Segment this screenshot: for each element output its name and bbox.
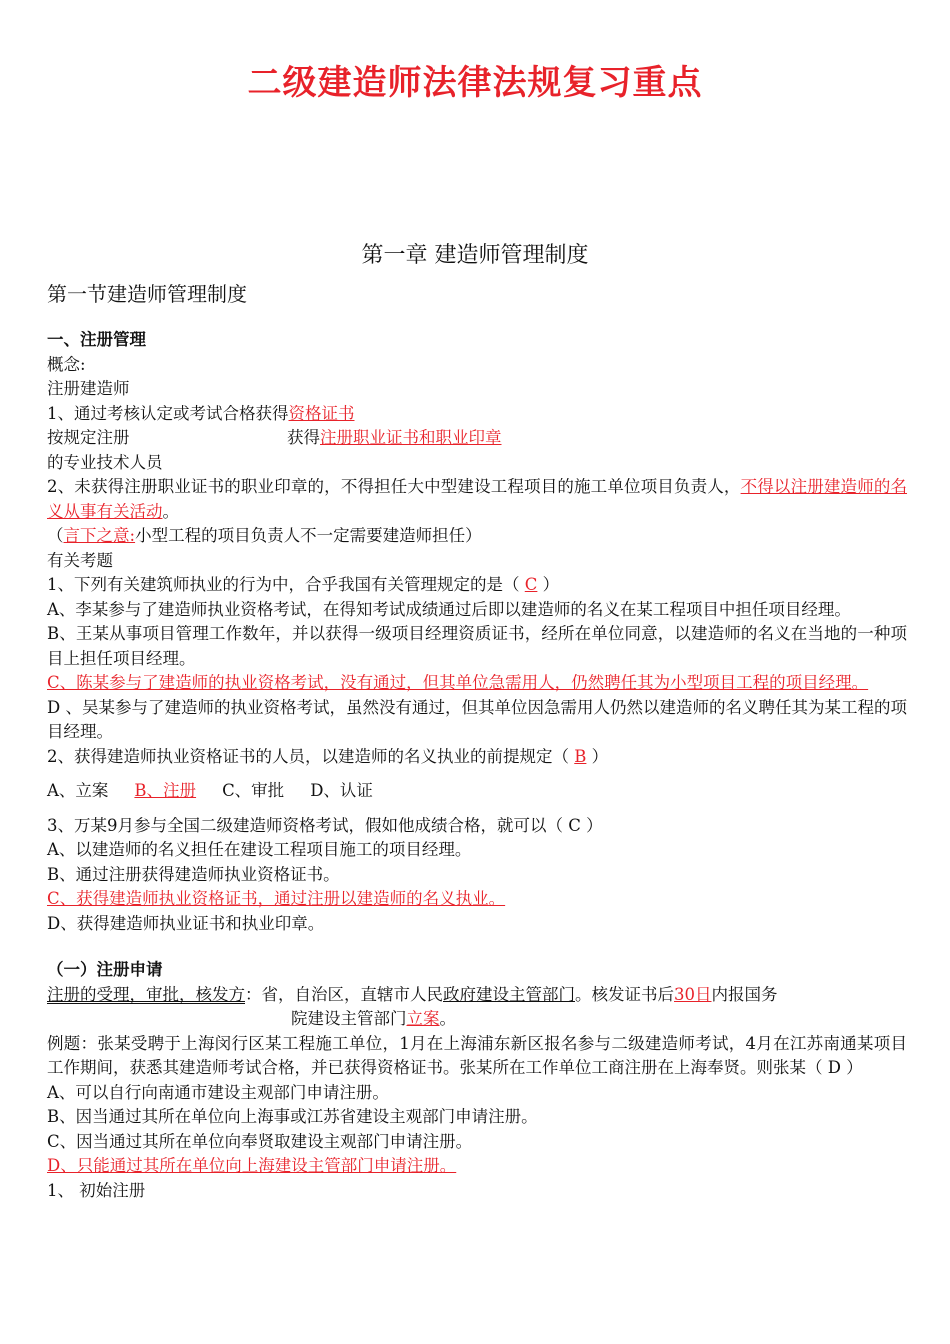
option-a: A、立案 — [47, 781, 109, 800]
subsection-heading: 一、注册管理 — [47, 330, 146, 349]
question-3-option-d: D、获得建造师执业证书和执业印章。 — [47, 913, 325, 933]
answer-mark: B — [574, 746, 587, 766]
note-line — [47, 524, 907, 549]
text: 2、未获得注册职业证书的职业印章的，不得担任大中型建设工程项目的施工单位项目负责人， — [47, 477, 741, 496]
chapter-heading: 第一章 建造师管理制度 — [361, 243, 589, 268]
rule-paragraph — [47, 475, 907, 524]
question-1-stem — [47, 573, 907, 598]
text: 1、下列有关建筑师执业的行为中，合乎我国有关管理规定的是（ — [47, 575, 520, 594]
highlight-text: 注册职业证书和职业印章 — [320, 428, 502, 447]
text: 按规定注册 — [47, 428, 130, 447]
definition-line-1 — [47, 402, 907, 427]
answer-mark: C — [524, 575, 538, 594]
question-1-option-a: A、李某参与了建造师执业资格考试，在得知考试成绩通过后即以建造师的名义在某工程项目中担任项目经理。 — [47, 599, 851, 619]
text: （ — [47, 526, 64, 545]
text: 。 — [162, 501, 179, 521]
initial-registration-heading: 1、 初始注册 — [47, 1180, 146, 1200]
example-option-d: D、只能通过其所在单位向上海建设主管部门申请注册。 — [47, 1156, 457, 1175]
question-3-option-a: A、以建造师的名义担任在建设工程项目施工的项目经理。 — [47, 840, 472, 859]
text: 1、通过考核认定或考试合格获得 — [47, 403, 289, 423]
question-3-option-c: C、获得建造师执业资格证书，通过注册以建造师的名义执业。 — [47, 889, 506, 908]
section-heading: 第一节建造师管理制度 — [47, 282, 247, 306]
question-3-option-b: B、通过注册获得建造师执业资格证书。 — [47, 864, 340, 884]
related-questions-label: 有关考题 — [47, 550, 113, 570]
text: 内报国务 — [711, 984, 778, 1004]
example-paragraph: 例题：张某受聘于上海闵行区某工程施工单位，1月在上海浦东新区报名参与二级建造师考试，4月在江苏南通某项目工作期间，获悉其建造师考试合格，并已获得资格证书。张某所在工作单位工商注册在上海奉贤。则张某（ D ） — [47, 1033, 907, 1077]
registration-authority-line — [47, 983, 907, 1008]
text: 院建设主管部门 — [291, 1009, 407, 1028]
example-option-c: C、因当通过其所在单位向奉贤取建设主观部门申请注册。 — [47, 1131, 473, 1151]
highlight-text: 言下之意: — [63, 526, 136, 545]
option-b: B、注册 — [134, 781, 197, 800]
question-2-options — [47, 779, 907, 804]
option-c: C、审批 — [222, 781, 285, 800]
definition-line-2 — [47, 426, 907, 451]
question-2-stem — [47, 745, 907, 770]
term-label: 注册建造师 — [47, 379, 130, 398]
text: 2、获得建造师执业资格证书的人员，以建造师的名义执业的前提规定（ — [47, 746, 569, 766]
example-option-a: A、可以自行向南通市建设主观部门申请注册。 — [47, 1082, 389, 1102]
concept-label: 概念: — [47, 354, 86, 374]
underlined-label: 注册的受理，审批，核发方 — [47, 984, 245, 1004]
subsection-heading-2: （一）注册申请 — [47, 960, 163, 979]
question-1-option-d: D 、吴某参与了建造师的执业资格考试，虽然没有通过，但其单位因急需用人仍然以建造师的名义聘任其为某工程的项目经理。 — [47, 697, 907, 741]
text: 获得 — [287, 428, 320, 447]
highlight-text: 30日 — [674, 984, 712, 1004]
registration-authority-line-2 — [47, 1007, 907, 1032]
text: ） — [591, 746, 609, 766]
document-body — [47, 328, 907, 1203]
text: 小型工程的项目负责人不一定需要建造师担任） — [135, 526, 482, 545]
definition-line-3: 的专业技术人员 — [47, 452, 163, 472]
highlight-text: 资格证书 — [288, 403, 355, 423]
highlight-text: 不得以注册建造师的名义从事有关活动 — [47, 477, 908, 521]
question-1-option-c: C、陈某参与了建造师的执业资格考试，没有通过，但其单位急需用人，仍然聘任其为小型项目工程的项目经理。 — [47, 673, 869, 692]
text: ：省，自治区，直辖市人民 — [245, 984, 443, 1004]
question-1-option-b: B、王某从事项目管理工作数年，并以获得一级项目经理资质证书，经所在单位同意，以建造师的名义在当地的一种项目上担任项目经理。 — [47, 624, 907, 668]
highlight-text: 立案 — [406, 1009, 440, 1028]
underlined-text: 政府建设主管部门 — [443, 984, 575, 1004]
document-title: 二级建造师法律法规复习重点 — [247, 63, 703, 103]
text: 。核发证书后 — [575, 984, 674, 1004]
text: ） — [542, 575, 560, 594]
text: 。 — [439, 1009, 456, 1028]
example-option-b: B、因当通过其所在单位向上海事或江苏省建设主观部门申请注册。 — [47, 1107, 538, 1126]
option-d: D、认证 — [310, 781, 373, 800]
question-3-stem: 3、万某9月参与全国二级建造师资格考试，假如他成绩合格，就可以（ C ） — [47, 815, 603, 835]
